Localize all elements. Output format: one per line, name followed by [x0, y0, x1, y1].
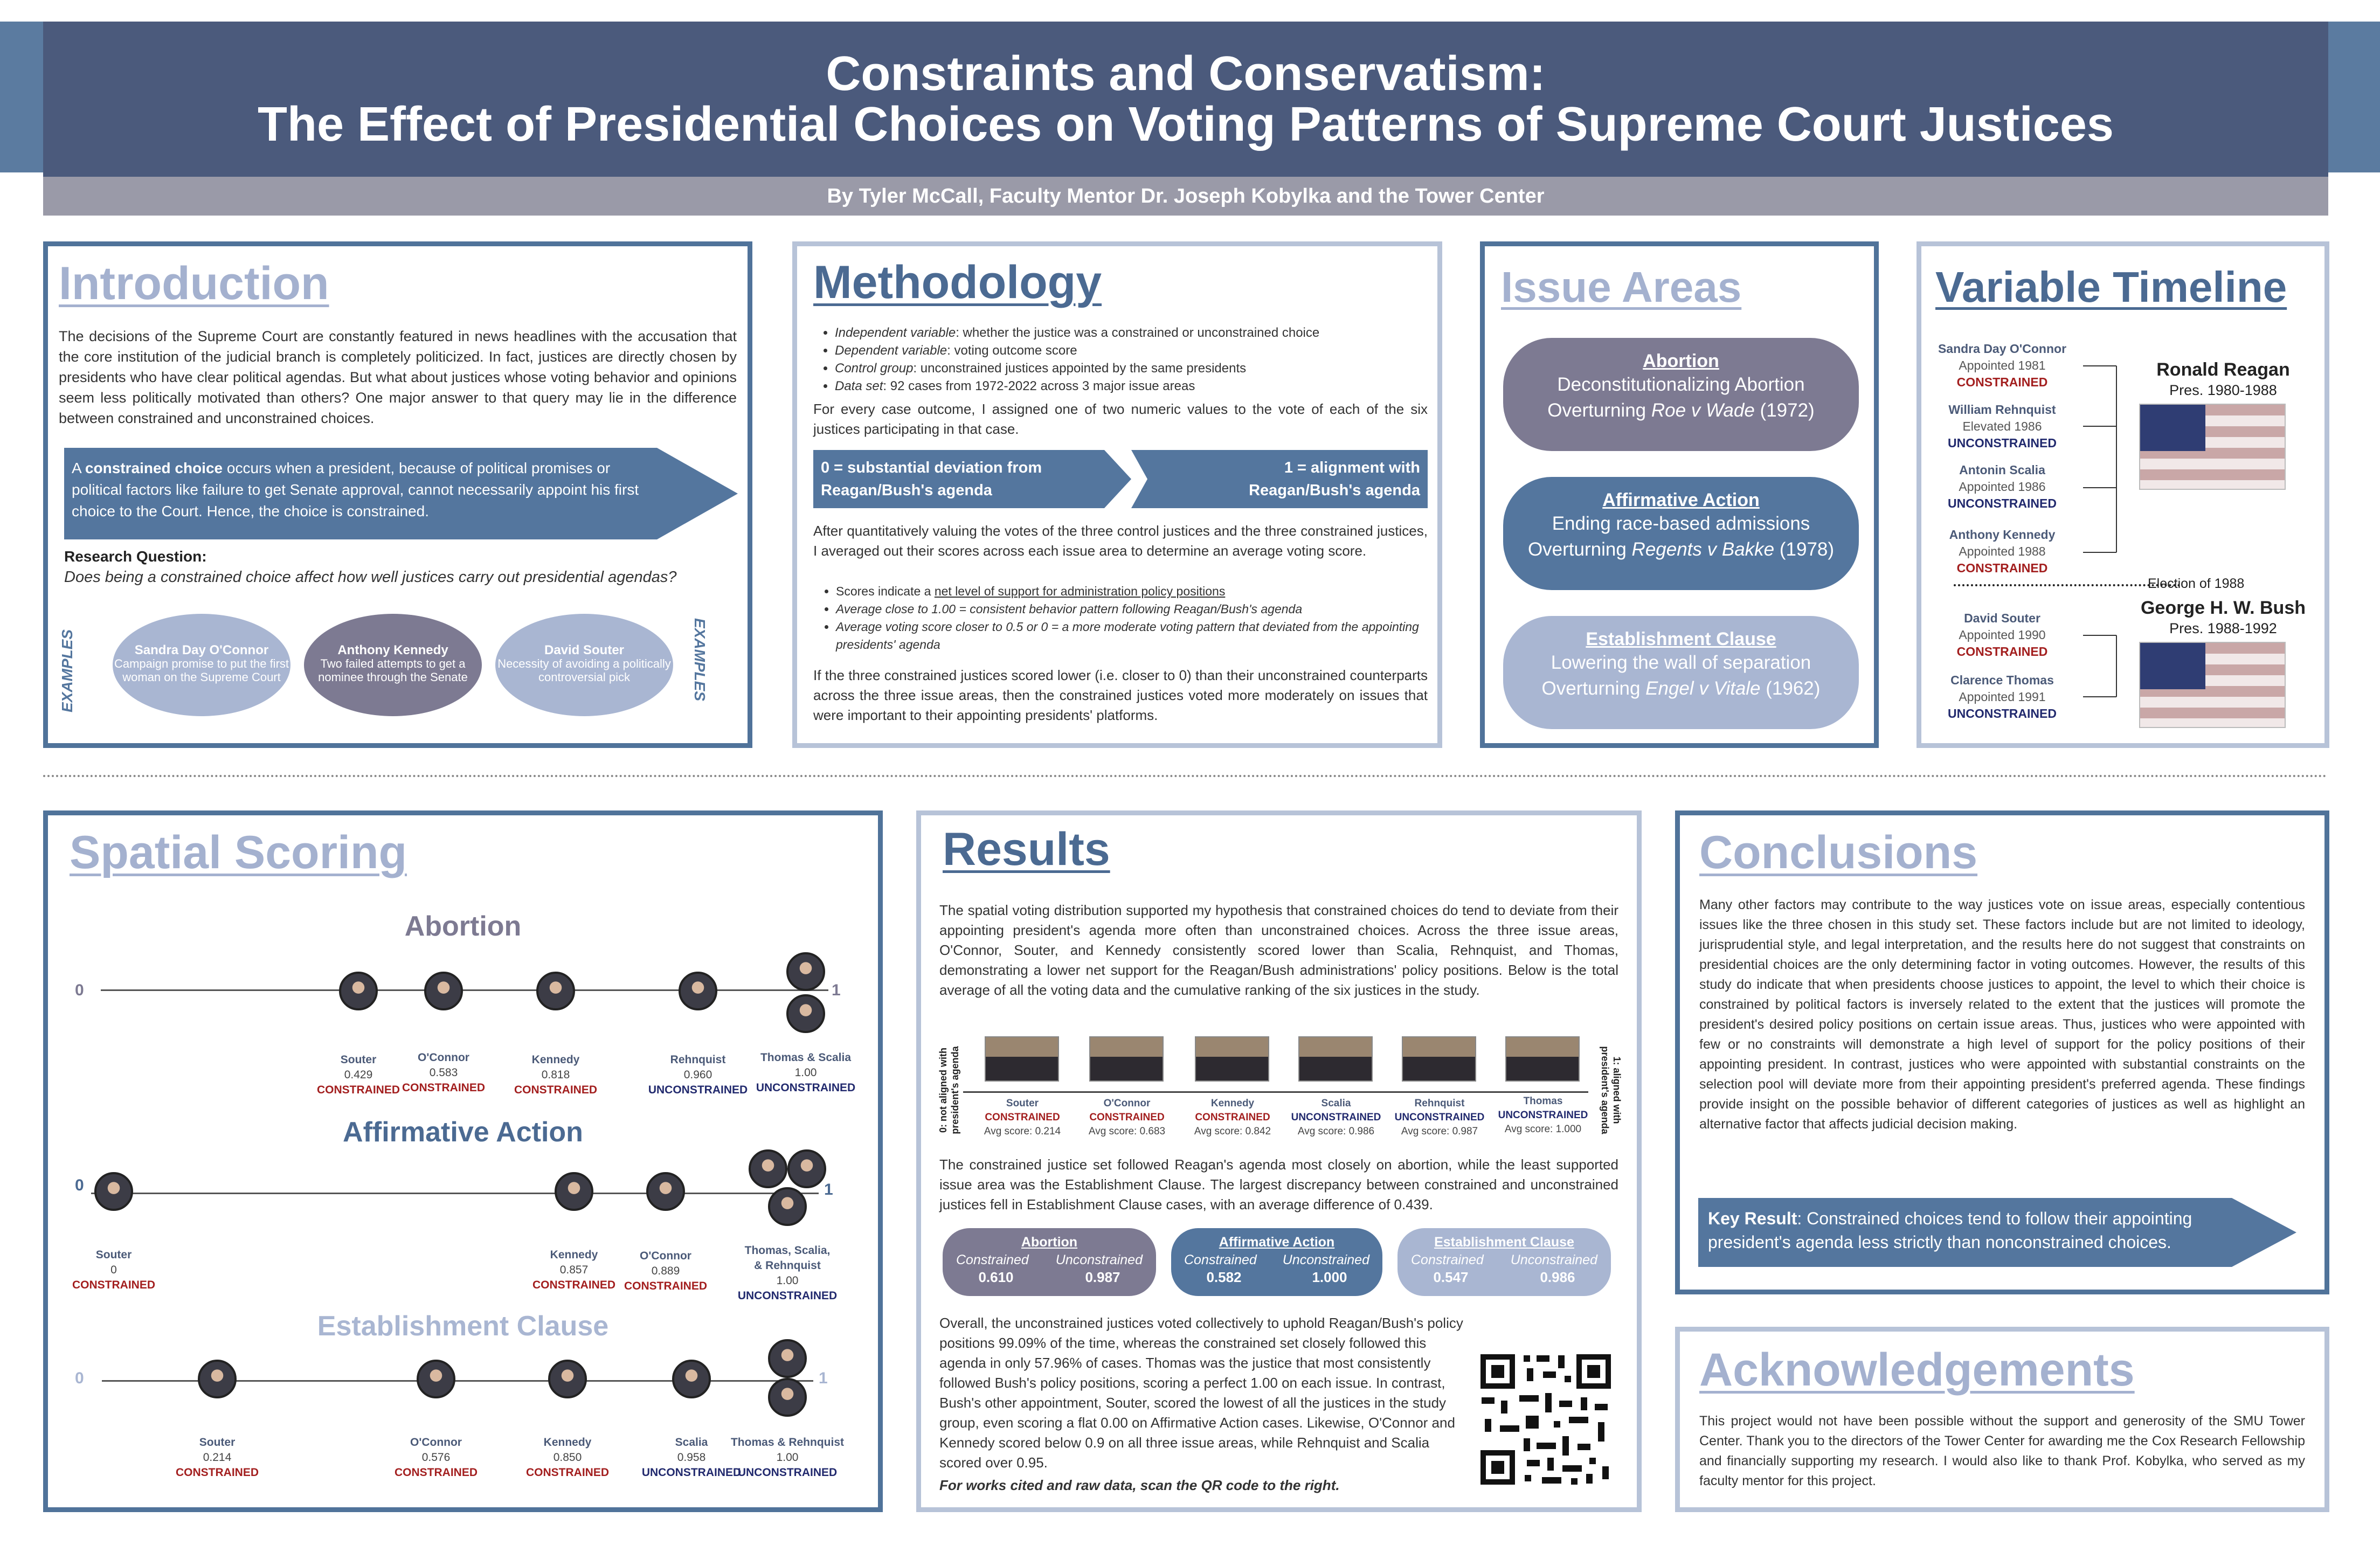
ranking-label: Thomas UNCONSTRAINED Avg score: 1.000	[1498, 1096, 1588, 1135]
examples-label-right: EXAMPLES	[691, 618, 708, 702]
justice-marker	[786, 994, 825, 1033]
methodology-bullet: • Data set: 92 cases from 1972-2022 across 3 major issue areas	[835, 377, 1428, 395]
methodology-p2: After quantitatively valuing the votes of the three control justices and the three constrained justices, I averaged out their scores across each issue area to determine an average voting score.	[813, 523, 1428, 559]
conclusions-paragraph: Many other factors may contribute to the way justices vote on issue areas, especially contentious issues like the three chosen in this study set. These factors include but are not limited to ideology, jurisprudential style, and legal interpretation, and the results here do not suggest that constraints on presidential choices are the only determining factor in voting outcomes. However, the results of this study do indicate that when presidents choose justices to appoint, the level to which their choice is constrained by political factors is inversely related to the extent that the justices will promote the president's desired policy positions on certain issue areas. Thus, justices who were appointed with few or no constraints will demonstrate a high level of support for the policy positions of their appointing president. In contrast, justices who were appointed with substantial constraints on the selection pool will deviate more from their appointing president's preferred agenda. These findings provide insight on the possible behavior of different categories of justices as well as highlight an alternative factor that affects judicial decision making.	[1699, 897, 2305, 1132]
results-p3: Overall, the unconstrained justices voted collectively to uphold Reagan/Bush's policy positions 99.09% of the time, whereas the constrained set closely followed this agenda in only 57.96% of cases. Thomas was the justice that most consistently followed Bush's policy positions, scoring a perfect 1.00 on each issue. In contrast, Bush's other appointment, Souter, scored the lowest of all the justices in the study group, even scoring a flat 0.00 on Affirmative Action cases. Likewise, O'Connor and Kennedy scored below 0.9 on all three issue areas, while Rehnquist and Scalia scored over 0.95.	[939, 1315, 1463, 1471]
reagan-term: Pres. 1980-1988	[2169, 382, 2277, 398]
issue-establishment-clause: Establishment Clause Lowering the wall of separation Overturning Engel v Vitale (1962)	[1503, 616, 1859, 729]
spatial-point-label: O'Connor 0.889 CONSTRAINED	[624, 1250, 707, 1292]
methodology-bullet: • Dependent variable: voting outcome score	[835, 342, 1428, 359]
spatial-point-label: Thomas, Scalia, & Rehnquist 1.00 UNCONSTRAINED	[737, 1244, 838, 1302]
bush-photo	[2139, 642, 2286, 728]
justice-marker	[555, 1172, 593, 1211]
axis-zero: 0	[75, 981, 84, 999]
methodology-p3: If the three constrained justices scored lower (i.e. closer to 0) than their unconstrained counterparts across the three issue areas, then the constrained justices voted more moderately on issues that were important to their appointing presidents' platforms.	[813, 667, 1428, 723]
justice-marker	[672, 1360, 711, 1398]
spatial-point-label: Kennedy 0.857 CONSTRAINED	[532, 1249, 615, 1291]
introduction-title: Introduction	[59, 258, 329, 309]
spatial-abortion-title: Abortion	[404, 911, 522, 942]
spatial-point-label: Souter 0.429 CONSTRAINED	[316, 1054, 400, 1096]
qr-code-icon[interactable]	[1478, 1352, 1613, 1487]
timeline-justice: Antonin Scalia Appointed 1986 UNCONSTRAINED	[1948, 463, 2057, 510]
ranking-axis-left-label: 0: not aligned with president's agenda	[938, 1046, 960, 1134]
timeline-justice: David Souter Appointed 1990 CONSTRAINED	[1956, 611, 2048, 659]
timeline-justice: Anthony Kennedy Appointed 1988 CONSTRAINED	[1949, 528, 2056, 575]
justice-photo	[1195, 1036, 1269, 1082]
justice-photo	[1089, 1036, 1164, 1082]
axis-one: 1	[824, 1181, 833, 1198]
methodology-sub-bullet: • Average voting score closer to 0.5 or 0 = a more moderate voting pattern that deviated from the appointing presidents' agenda	[836, 618, 1423, 654]
ranking-label: O'Connor CONSTRAINED Avg score: 0.683	[1088, 1098, 1166, 1137]
spatial-affirmative-title: Affirmative Action	[343, 1117, 583, 1148]
results-panel	[916, 810, 1642, 1512]
introduction-panel	[43, 241, 752, 748]
ranking-label: Rehnquist UNCONSTRAINED Avg score: 0.987	[1394, 1098, 1485, 1137]
introduction-paragraph: The decisions of the Supreme Court are constantly featured in news headlines with the accusation that the core institution of the judicial branch is completely politicized. In fact, justices are directly chosen by presidents who have clear political agendas. But what about justices whose voting behavior and opinions seem less politically motivated than others? One major answer to that query may lie in the difference between constrained and unconstrained choices.	[59, 328, 737, 426]
axis-one: 1	[819, 1369, 828, 1387]
spatial-point-label: Thomas & Rehnquist 1.00 UNCONSTRAINED	[730, 1436, 844, 1479]
axis-zero: 0	[75, 1369, 84, 1387]
score-one-label: 1 = alignment with Reagan/Bush's agenda	[1249, 459, 1420, 499]
spatial-point-label: Kennedy 0.818 CONSTRAINED	[514, 1054, 597, 1096]
justice-marker	[536, 972, 575, 1010]
ranking-label: Scalia UNCONSTRAINED Avg score: 0.986	[1291, 1098, 1381, 1137]
ranking-axis-right-label: 1: aligned with president's agenda	[1600, 1046, 1622, 1134]
affirmative-axis	[91, 1193, 819, 1194]
example-kennedy: Anthony Kennedy Two failed attempts to get a nominee through the Senate	[304, 614, 482, 716]
justice-photo	[1402, 1036, 1476, 1082]
issue-areas-panel	[1480, 241, 1879, 748]
justice-marker	[424, 972, 463, 1010]
spatial-establishment-title: Establishment Clause	[317, 1311, 609, 1342]
methodology-title: Methodology	[813, 257, 1102, 308]
spatial-point-label: Scalia 0.958 UNCONSTRAINED	[641, 1436, 742, 1479]
justice-marker	[786, 952, 825, 991]
justice-marker	[417, 1360, 455, 1398]
methodology-sub-bullets	[836, 583, 1423, 654]
spatial-point-label: O'Connor 0.583 CONSTRAINED	[402, 1051, 485, 1094]
result-box-affirmative: Affirmative Action Constrained Unconstrained 0.582 1.000	[1171, 1228, 1382, 1296]
timeline-justice: Sandra Day O'Connor Appointed 1981 CONSTRAINED	[1938, 342, 2067, 389]
justice-marker	[749, 1149, 787, 1188]
ranking-label: Souter CONSTRAINED Avg score: 0.214	[984, 1098, 1061, 1137]
section-divider	[43, 775, 2328, 777]
acknowledgements-title: Acknowledgements	[1699, 1344, 2135, 1396]
justice-photo	[1505, 1036, 1580, 1082]
qr-note: For works cited and raw data, scan the QR code to the right.	[939, 1477, 1340, 1493]
spatial-point-label: Souter 0.214 CONSTRAINED	[175, 1436, 259, 1479]
conclusions-title: Conclusions	[1699, 827, 1978, 878]
results-p1: The spatial voting distribution supported my hypothesis that constrained choices do tend to deviate from their appointing president's agenda more often than unconstrained choices. Across the three issue areas, O'Connor, Souter, and Kennedy consistently scored lower than Scalia, Rehnquist, and Thomas, demonstrating a lower net support for the Reagan/Bush administrations' policy positions. Below is the total average of all the voting data and the cumulative ranking of the six justices in the study.	[939, 902, 1618, 998]
justice-marker	[768, 1339, 807, 1378]
example-souter: David Souter Necessity of avoiding a politically controversial pick	[495, 614, 673, 716]
acknowledgements-paragraph: This project would not have been possible without the support and generosity of the SMU Tower Center. Thank you to the directors of the Tower Center for awarding me the Cox Research Fellowship and financially supporting my research. I would also like to thank Prof. Kobylka, who served as my faculty mentor for this project.	[1699, 1414, 2305, 1488]
research-question-label: Research Question:	[64, 548, 207, 565]
justice-marker	[548, 1360, 587, 1398]
poster-title: Constraints and Conservatism:	[826, 47, 1546, 101]
election-label: Election of 1988	[2148, 576, 2245, 591]
poster-subtitle: The Effect of Presidential Choices on Voting Patterns of Supreme Court Justices	[258, 98, 2114, 151]
methodology-sub-bullet: • Average close to 1.00 = consistent behavior pattern following Reagan/Bush's agenda	[836, 600, 1423, 618]
justice-marker	[198, 1360, 237, 1398]
example-oconnor: Sandra Day O'Connor Campaign promise to put the first woman on the Supreme Court	[113, 614, 290, 716]
timeline-connectors	[2083, 354, 2126, 731]
election-divider	[1954, 584, 2180, 586]
spatial-point-label: Rehnquist 0.960 UNCONSTRAINED	[648, 1054, 748, 1096]
justice-marker	[646, 1172, 685, 1211]
spatial-title: Spatial Scoring	[70, 827, 407, 878]
key-result-text: Key Result: Constrained choices tend to follow their appointing president's agenda less strictly than nonconstrained choices.	[1708, 1209, 2192, 1252]
justice-marker	[768, 1378, 807, 1417]
conclusions-panel	[1675, 810, 2329, 1294]
methodology-p1: For every case outcome, I assigned one of two numeric values to the vote of each of the six justices participating in that case.	[813, 401, 1428, 437]
timeline-justice: Clarence Thomas Appointed 1991 UNCONSTRAINED	[1948, 673, 2057, 720]
spatial-point-label: O'Connor 0.576 CONSTRAINED	[394, 1436, 478, 1479]
spatial-point-label: Souter 0 CONSTRAINED	[72, 1249, 155, 1291]
bush-name: George H. W. Bush	[2140, 598, 2306, 618]
research-question: Does being a constrained choice affect how well justices carry out presidential agendas?	[64, 569, 677, 586]
issue-abortion-head: Abortion	[1643, 351, 1719, 371]
reagan-name: Ronald Reagan	[2156, 359, 2290, 380]
result-box-establishment: Establishment Clause Constrained Unconstrained 0.547 0.986	[1397, 1228, 1611, 1296]
issue-affirmative-action: Affirmative Action Ending race-based admissions Overturning Regents v Bakke (1978)	[1503, 477, 1859, 590]
timeline-panel	[1917, 241, 2329, 748]
ranking-label: Kennedy CONSTRAINED Avg score: 0.842	[1194, 1098, 1271, 1137]
examples-label-left: EXAMPLES	[59, 629, 75, 712]
issue-abortion: Abortion Deconstitutionalizing Abortion Overturning Roe v Wade (1972)	[1503, 338, 1859, 451]
definition-text: A constrained choice occurs when a president, because of political promises or political factors like failure to get Senate approval, cannot necessarily appoint his first choice to the Court. Hence, the choice is constrained.	[72, 460, 639, 519]
methodology-sub-bullet: • Scores indicate a net level of support for administration policy positions	[836, 583, 1423, 600]
spatial-point-label: Kennedy 0.850 CONSTRAINED	[525, 1436, 609, 1479]
ranking-axis	[963, 1091, 1588, 1093]
issue-areas-title: Issue Areas	[1501, 263, 1742, 311]
timeline-justice: William Rehnquist Elevated 1986 UNCONSTRAINED	[1948, 403, 2057, 450]
axis-one: 1	[832, 981, 841, 999]
justice-photo	[1298, 1036, 1373, 1082]
justice-marker	[768, 1187, 807, 1226]
acknowledgements-panel	[1675, 1327, 2329, 1512]
justice-marker	[787, 1149, 826, 1188]
axis-zero: 0	[75, 1176, 84, 1194]
justice-marker	[339, 972, 378, 1010]
spatial-scoring-panel	[43, 810, 883, 1512]
methodology-bullet: • Control group: unconstrained justices appointed by the same presidents	[835, 359, 1428, 377]
abortion-axis	[101, 989, 828, 991]
spatial-point-label: Thomas & Scalia 1.00 UNCONSTRAINED	[756, 1051, 856, 1094]
methodology-bullet: • Independent variable: whether the justice was a constrained or unconstrained choice	[835, 324, 1428, 342]
bush-term: Pres. 1988-1992	[2169, 620, 2277, 636]
justice-marker	[94, 1172, 133, 1211]
results-p2: The constrained justice set followed Reagan's agenda most closely on abortion, while the least supported issue area was the Establishment Clause. The largest discrepancy between constrained and unconstrained justices fell in Establishment Clause cases, with an average difference of 0.439.	[939, 1156, 1618, 1212]
methodology-panel	[792, 241, 1442, 748]
timeline-title: Variable Timeline	[1935, 263, 2287, 311]
methodology-bullets	[835, 324, 1428, 395]
reagan-photo	[2139, 404, 2286, 490]
result-box-abortion: Abortion Constrained Unconstrained 0.610 0.987	[943, 1228, 1156, 1296]
byline: By Tyler McCall, Faculty Mentor Dr. Joseph Kobylka and the Tower Center	[43, 177, 2328, 216]
justice-marker	[679, 972, 717, 1010]
score-zero-label: 0 = substantial deviation from Reagan/Bush's agenda	[821, 459, 1042, 499]
results-title: Results	[943, 823, 1110, 875]
justice-photo	[985, 1036, 1059, 1082]
